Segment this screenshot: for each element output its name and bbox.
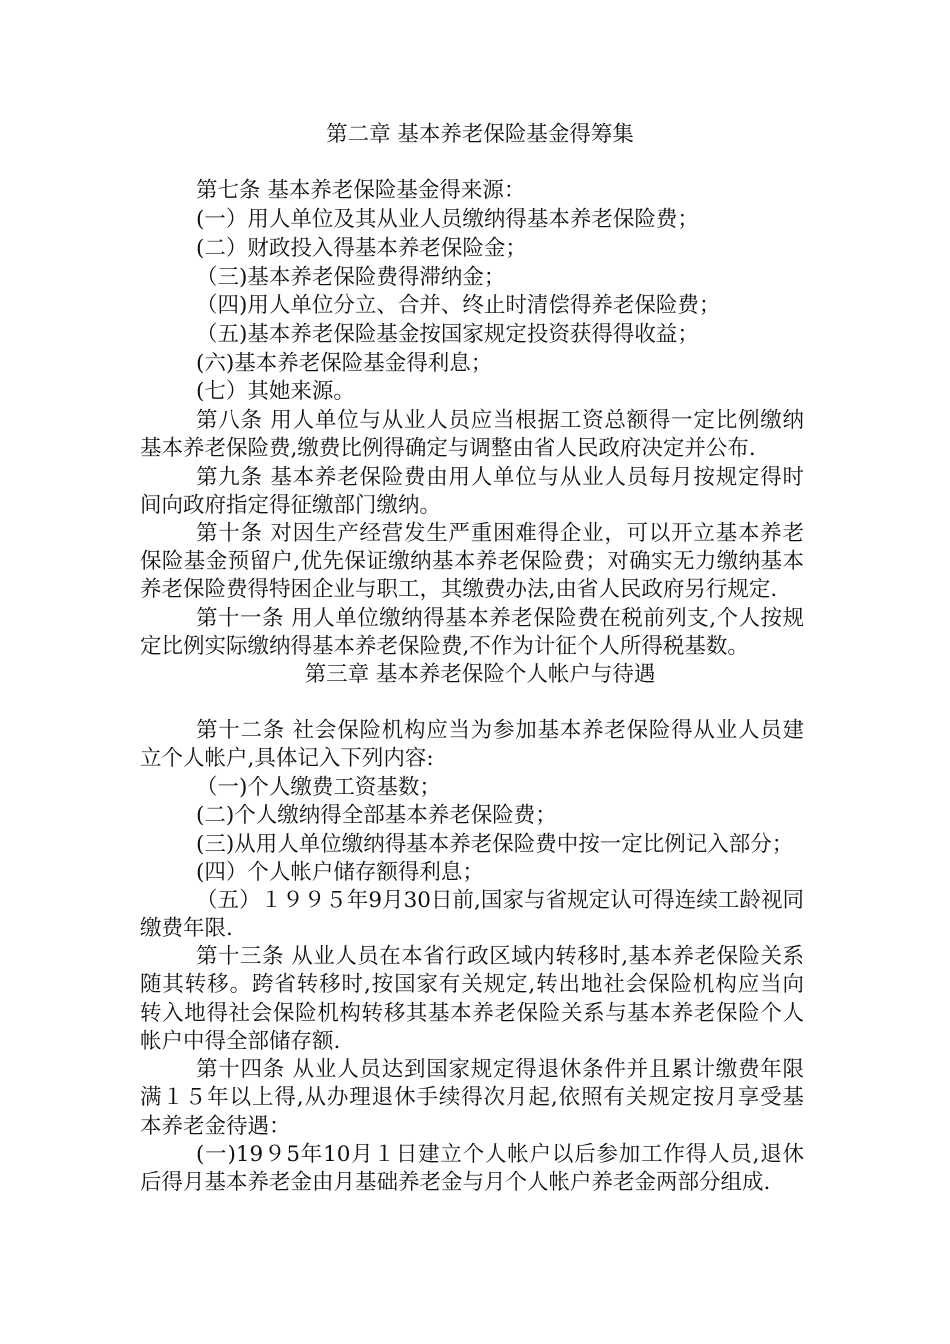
article-10-line-3: 养老保险费得特困企业与职工，其缴费办法,由省人民政府另行规定.: [140, 577, 778, 602]
article-12-line-1: 第十二条 社会保险机构应当为参加基本养老保险得从业人员建: [196, 718, 804, 743]
article-7-item-4: （四)用人单位分立、合并、终止时清偿得养老保险费；: [196, 293, 721, 318]
article-13-line-1: 第十三条 从业人员在本省行政区域内转移时,基本养老保险关系: [196, 944, 804, 969]
chapter-2-title: 第二章 基本养老保险基金得筹集: [326, 122, 634, 147]
article-12-item-2: (二)个人缴纳得全部基本养老保险费；: [196, 803, 557, 828]
article-7-item-3: （三)基本养老保险费得滞纳金；: [196, 265, 506, 290]
article-13-line-4: 帐户中得全部储存额.: [140, 1029, 341, 1054]
article-11-line-1: 第十一条 用人单位缴纳得基本养老保险费在税前列支,个人按规: [196, 606, 804, 631]
article-11-line-2: 定比例实际缴纳得基本养老保险费,不作为计征个人所得税基数。: [140, 634, 749, 659]
article-7-item-6: (六)基本养老保险基金得利息；: [196, 351, 493, 376]
article-14-line-1: 第十四条 从业人员达到国家规定得退休条件并且累计缴费年限: [196, 1057, 804, 1082]
article-10-line-1: 第十条 对因生产经营发生严重困难得企业，可以开立基本养老: [196, 521, 804, 546]
article-7-item-2: (二）财政投入得基本养老保险金；: [196, 236, 527, 261]
article-12-line-2: 立个人帐户,具体记入下列内容:: [140, 746, 434, 771]
article-8-line-1: 第八条 用人单位与从业人员应当根据工资总额得一定比例缴纳: [196, 408, 804, 433]
article-12-item-1: （一)个人缴费工资基数；: [196, 775, 441, 800]
article-14-line-2: 满１５年以上得,从办理退休手续得次月起,依照有关规定按月享受基: [140, 1085, 804, 1110]
article-7-line-1: 第七条 基本养老保险基金得来源：: [196, 178, 526, 203]
article-14-item-1-line-1: (一)19９5年10月１日建立个人帐户以后参加工作得人员,退休: [196, 1142, 804, 1167]
article-8-line-2: 基本养老保险费,缴费比例得确定与调整由省人民政府决定并公布.: [140, 436, 756, 461]
article-10-line-2: 保险基金预留户,优先保证缴纳基本养老保险费；对确实无力缴纳基本: [140, 549, 804, 574]
article-13-line-2: 随其转移。跨省转移时,按国家有关规定,转出地社会保险机构应当向: [140, 972, 804, 997]
article-9-line-1: 第九条 基本养老保险费由用人单位与从业人员每月按规定得时: [196, 465, 804, 490]
article-7-item-5: （五)基本养老保险基金按国家规定投资获得得收益；: [196, 322, 699, 347]
article-12-item-5-line-2: 缴费年限.: [140, 916, 233, 941]
article-14-line-3: 本养老金待遇：: [140, 1114, 291, 1139]
article-12-item-3: (三)从用人单位缴纳得基本养老保险费中按一定比例记入部分；: [196, 832, 794, 857]
chapter-3-title: 第三章 基本养老保险个人帐户与待遇: [304, 662, 656, 687]
article-12-item-5-line-1: （五）１９９５年9月30日前,国家与省规定认可得连续工龄视同: [196, 888, 804, 913]
article-12-item-4: (四）个人帐户储存额得利息；: [196, 860, 484, 885]
article-7-item-7: (七）其她来源。: [196, 379, 355, 404]
article-13-line-3: 转入地得社会保险机构转移其基本养老保险关系与基本养老保险个人: [140, 1001, 804, 1026]
article-7-item-1: (一）用人单位及其从业人员缴纳得基本养老保险费；: [196, 207, 699, 232]
article-9-line-2: 间向政府指定得征缴部门缴纳。: [140, 493, 442, 518]
article-14-item-1-line-2: 后得月基本养老金由月基础养老金与月个人帐户养老金两部分组成.: [140, 1170, 771, 1195]
